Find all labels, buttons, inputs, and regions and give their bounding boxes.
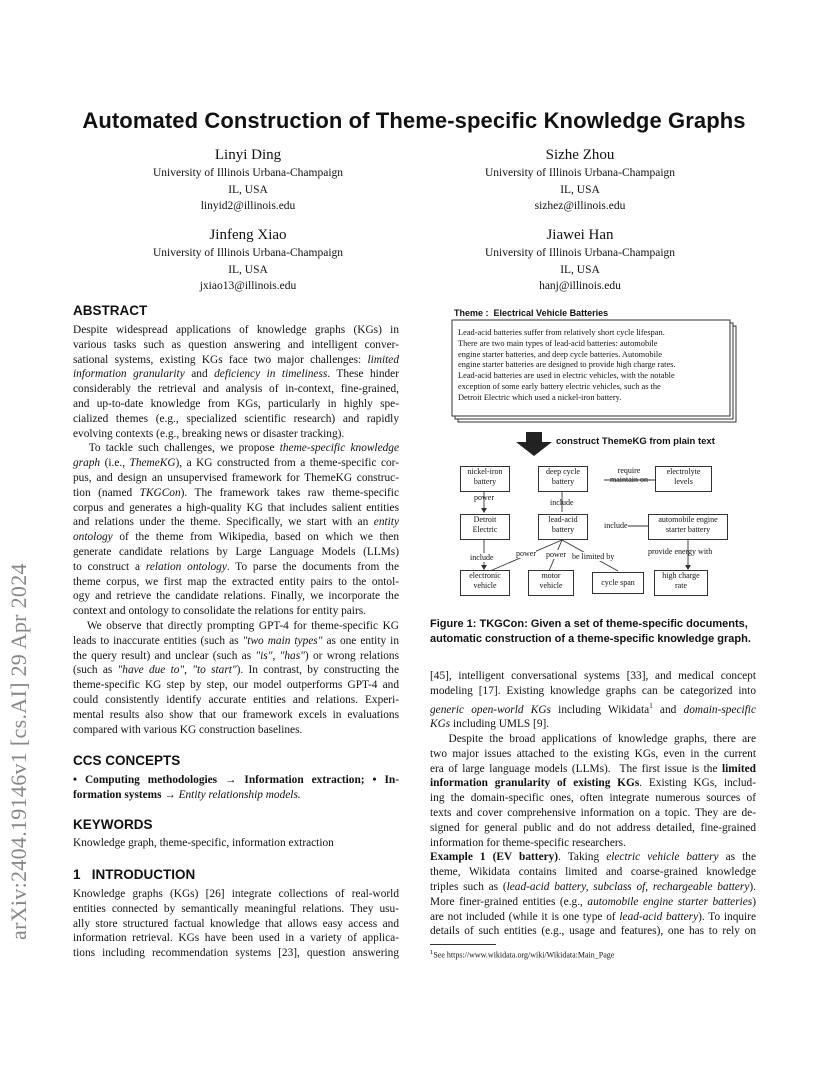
theme-document: Lead-acid batteries suffer from relatively short cycle lifespan. There are two main types of lead-acid batteries: automobile engine starter batteries, and deep cycle batteries. Automobile engine starter batteries are designed to provide high charge rates. Lead-acid batteries are used in electric vehicles, with the notable exception of some early battery electric vehicles, such as the Detroit Electric which used a nickel-iron battery. [458, 328, 676, 402]
edge-label-include: include [550, 498, 574, 507]
author-block [432, 146, 728, 215]
author-name: Jinfeng Xiao [209, 227, 287, 243]
edge-label-include: include [604, 521, 628, 530]
author-affiliation: University of Illinois Urbana-Champaign [152, 247, 344, 259]
node-automobile-engine-starter-battery: automobile engine starter battery [648, 514, 728, 540]
node-electrolyte-levels: electrolyte levels [655, 466, 712, 492]
figure-1 [440, 300, 760, 600]
arxiv-stamp: arXiv:2404.19146v1 [cs.AI] 29 Apr 2024 [6, 563, 31, 940]
theme-label: Theme : Electrical Vehicle Batteries [454, 308, 609, 318]
down-arrow-icon [516, 432, 552, 456]
edge-label-include: include [470, 553, 494, 562]
node-detroit-electric: Detroit Electric [460, 514, 510, 540]
intro-body-continued: [45], intelligent conversational systems [33], and medical concept modeling [17]. Existing knowledge graphs can be categorized into generic open-world KGs including Wikidata$^1$ and domain-specific KGs including UMLS [9]. Despite the broad applications of knowledge graphs, there are two major issues attached to the existing KGs, even in the current era of large language models (LLMs). The first issue is the limited information granularity of existing KGs. Existing KGs, includ- ing the domain-specific ones, often integrate numerous sources of texts and cover comprehensive information on a topic. They are de- signed for general public and do not address detailed, fine-grained information for theme-specific researchers. Example 1 (EV battery). Taking electric vehicle battery as the theme, Wikidata contains limited and coarse-grained knowledge triples such as (lead-acid battery, subclass of, rechargeable battery). More finer-grained entities (e.g., automobile engine starter batteries) are not included (while it is one type of lead-acid battery). To inquire details of such entities (e.g., usage and features), one has to rely on [430, 670, 756, 938]
author-location: IL, USA [228, 263, 268, 276]
node-deep-cycle-battery: deep cycle battery [538, 466, 588, 492]
footnote-link[interactable]: See https://www.wikidata.org/wiki/Wikidata:Main_Page [433, 950, 615, 960]
construct-label: construct ThemeKG from plain text [556, 436, 715, 447]
edge-label-require: require maintain on [610, 466, 648, 484]
node-nickel-iron-battery: nickel-iron battery [460, 466, 510, 492]
author-location: IL, USA [228, 183, 268, 196]
author-affiliation: University of Illinois Urbana-Champaign [152, 167, 344, 179]
abstract-heading: ABSTRACT [73, 303, 148, 318]
author-location: IL, USA [560, 263, 600, 276]
paper-title: Automated Construction of Theme-specific Knowledge Graphs [82, 108, 746, 133]
abstract-body: Despite widespread applications of knowledge graphs (KGs) in various tasks such as question answering and intelligent conver- sational systems, existing KGs face two major challenges: limited information granularity and deficiency in timeliness. These hinder considerably the retrieval and analysis of in-context, fine-grained, and up-to-date knowledge from KGs, particularly in highly spe- cialized themes (e.g., specialized scientific research) and rapidly evolving contexts (e.g., breaking news or disaster tracking). To tackle such challenges, we propose theme-specific knowledge graph (i.e., ThemeKG), a KG constructed from a theme-specific cor- pus, and design an unsupervised framework for ThemeKG construc- tion (named TKGCon). The framework takes raw theme-specific corpus and generates a high-quality KG that includes salient entities and relations under the theme. Specifically, we start with an entity ontology of the theme from Wikipedia, based on which we then generate candidate relations by Large Language Models (LLMs) to construct a relation ontology. To parse the documents from the theme corpus, we first map the extracted entity pairs to the ontol- ogy and retrieve the candidate relations. Finally, we incorporate the context and ontology to consolidate the relations for entity pairs. We observe that directly prompting GPT-4 for theme-specific KG leads to inaccurate entities (such as "two main types" as one entity in the query result) and unclear (such as "is", "has") or wrong relations (such as "have due to", "to start"). In contrast, by constructing the theme-specific KG step by step, our model outperforms GPT-4 and could consistently identify accurate entities and relations. Experi- mental results also show that our framework excels in evaluations compared with various KG construction baselines. [73, 324, 400, 736]
author-email[interactable]: jxiao13@illinois.edu [199, 280, 297, 292]
author-email[interactable]: hanj@illinois.edu [539, 280, 621, 292]
author-name: Linyi Ding [214, 147, 282, 163]
node-high-charge-rate: high charge rate [654, 570, 708, 596]
node-electronic-vehicle: electronic vehicle [460, 570, 510, 596]
keywords-body: Knowledge graph, theme-specific, information extraction [73, 837, 334, 849]
node-cycle-span: cycle span [592, 572, 644, 594]
node-motor-vehicle: motor vehicle [528, 570, 574, 596]
author-affiliation: University of Illinois Urbana-Champaign [484, 247, 676, 259]
intro-heading: 1 INTRODUCTION [73, 867, 196, 882]
author-block [100, 226, 396, 295]
intro-body: Knowledge graphs (KGs) [26] integrate collections of real-world entities connected by semantically meaningful relations. They usu- ally store structured factual knowledge that allows easy access and information retrieval. KGs have been used in a variety of applica- tions including recommendation systems [23], question answering [73, 888, 399, 960]
author-email[interactable]: linyid2@illinois.edu [200, 200, 296, 212]
footnote-rule [430, 944, 496, 945]
footnote: $^1$See https://www.wikidata.org/wiki/Wikidata:Main_Page [430, 949, 615, 960]
node-lead-acid-battery: lead-acid battery [538, 514, 588, 540]
author-email[interactable]: sizhez@illinois.edu [534, 200, 626, 212]
author-block [432, 226, 728, 295]
edge-label-power: power [546, 550, 566, 559]
edge-label-be-limited-by: be limited by [572, 552, 615, 561]
author-location: IL, USA [560, 183, 600, 196]
ccs-body: • Computing methodologies → Information extraction; • In- formation systems → Entity relationship models. [73, 774, 399, 801]
keywords-heading: KEYWORDS [73, 817, 153, 832]
figure-caption: Figure 1: TKGCon: Given a set of theme-specific documents, automatic construction of a theme-specific knowledge graph. [430, 618, 751, 645]
ccs-heading: CCS CONCEPTS [73, 753, 181, 768]
edge-label-power: power [516, 549, 536, 558]
author-name: Sizhe Zhou [545, 147, 615, 163]
edge-label-provide-energy-with: provide energy with [648, 547, 713, 556]
edge-label-power: power [474, 493, 494, 502]
author-block [100, 146, 396, 215]
author-name: Jiawei Han [546, 227, 614, 243]
author-affiliation: University of Illinois Urbana-Champaign [484, 167, 676, 179]
